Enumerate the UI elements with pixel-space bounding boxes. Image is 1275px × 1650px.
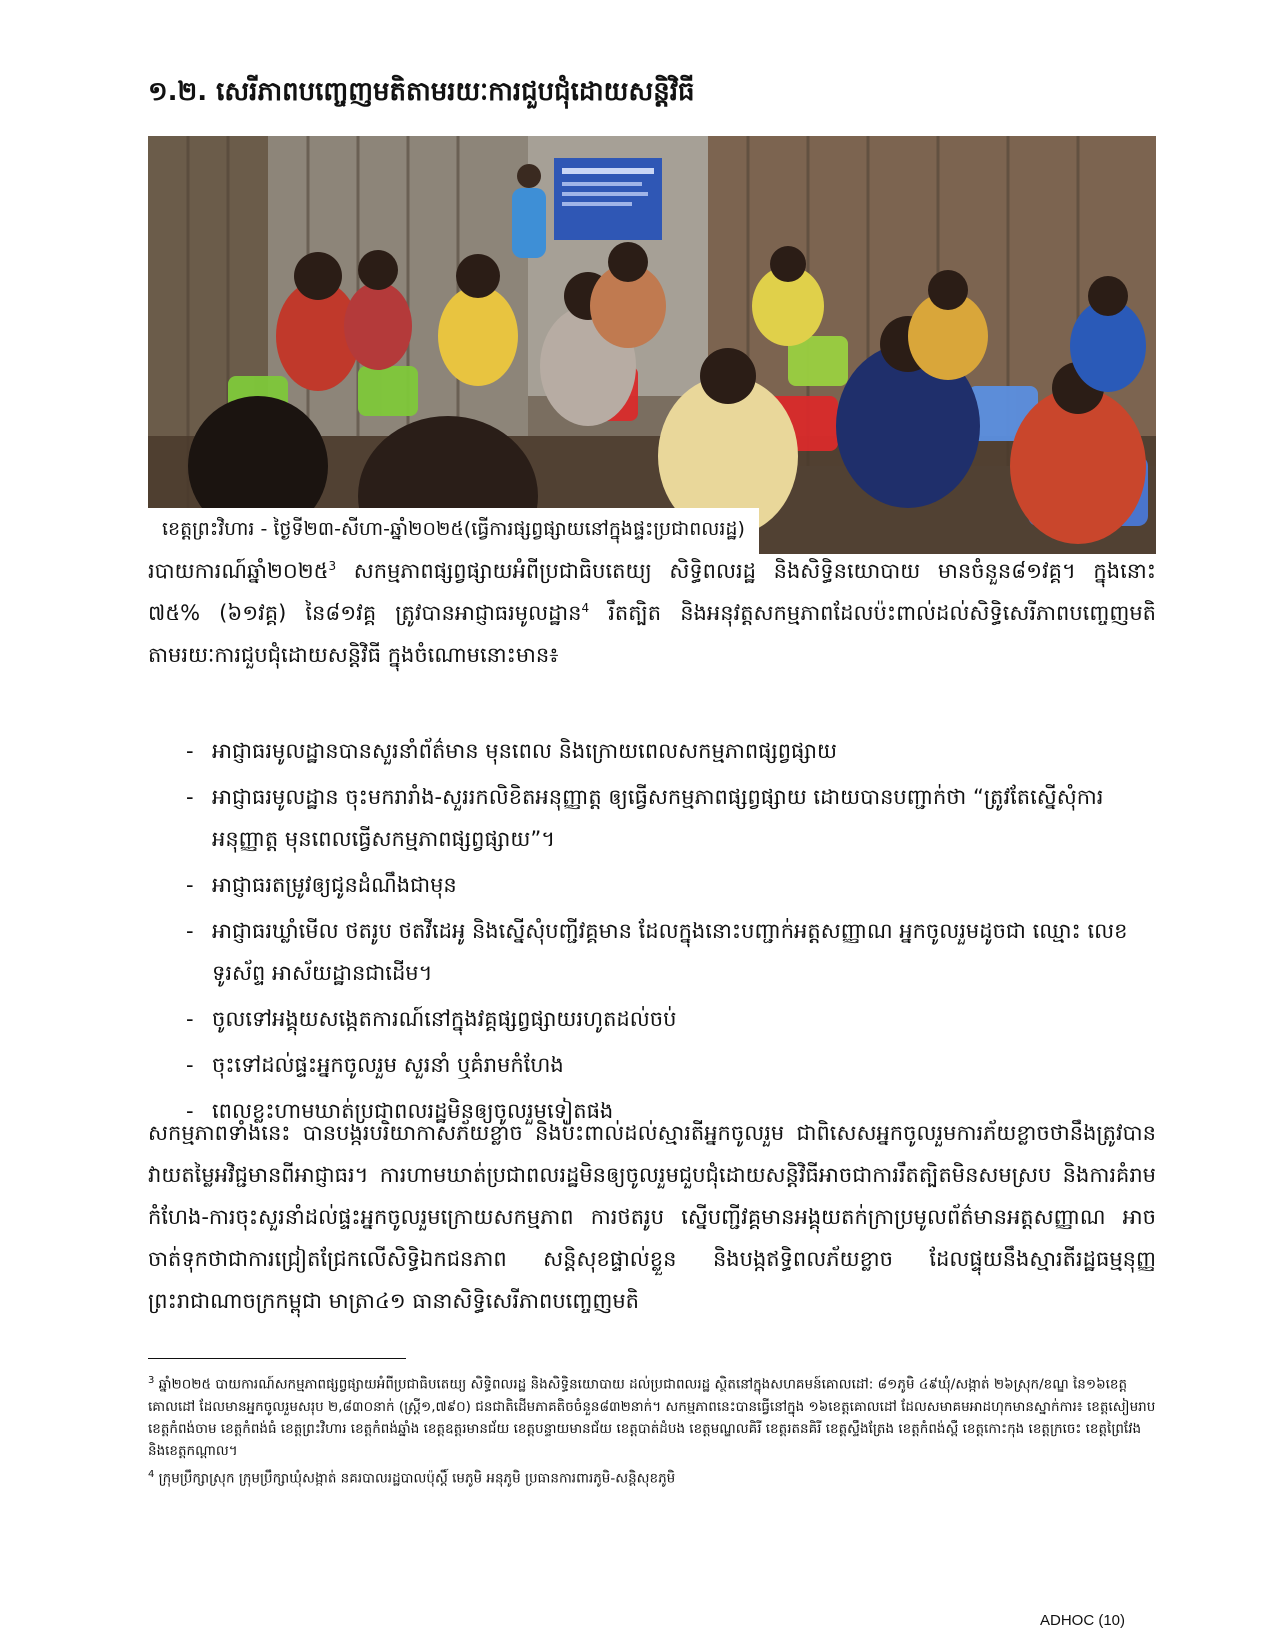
footnote-ref-3[interactable]: 3 bbox=[328, 559, 337, 573]
photo-caption: ខេត្តព្រះវិហារ - ថ្ងៃទី២៣-សីហា-ឆ្នាំ២០២៥(ធ្វើការផ្សព្វផ្សាយនៅក្នុងផ្ទះប្រជាពលរដ្ឋ) bbox=[148, 508, 759, 554]
meeting-photo bbox=[148, 136, 1156, 554]
list-item-text: ពេលខ្លះហាមឃាត់ប្រជាពលរដ្ឋមិនឲ្យចូលរួមទៀតផង bbox=[212, 1099, 614, 1123]
intro-paragraph bbox=[148, 550, 1156, 676]
list-item: - អាជ្ញាធរមូលដ្ឋាន ចុះមករារាំង-សួររកលិខិតអនុញ្ញាត្ត ឲ្យធ្វើសកម្មភាពផ្សព្វផ្សាយ ដោយបានបញ្ជាក់ថា “ត្រូវតែស្នើសុំការអនុញ្ញាត្ត មុនពេលធ្វើសកម្មភាពផ្សព្វផ្សាយ”។ bbox=[186, 785, 1104, 851]
restriction-list bbox=[148, 730, 1156, 1136]
footnote-3 bbox=[148, 1370, 1156, 1462]
footnote-4 bbox=[148, 1464, 1156, 1490]
intro-text-start: របាយការណ៍ឆ្នាំ២០២៥ bbox=[148, 559, 329, 583]
footnotes bbox=[148, 1370, 1156, 1491]
list-item-text: អាជ្ញាធរតម្រូវឲ្យជូនដំណឹងជាមុន bbox=[212, 873, 457, 897]
footnote-divider bbox=[148, 1358, 406, 1359]
footnote-number: 3 bbox=[148, 1375, 155, 1386]
page-number: ADHOC (10) bbox=[1040, 1612, 1126, 1629]
intro-text-end: រឹតត្បិត និងអនុវត្តសកម្មភាពដែលប៉ះពាល់ដល់សិទ្ធិសេរីភាពបញ្ចេញមតិតាមរយៈការជួបជុំដោយសន្តិវិធី ក្នុងចំណោមនោះមាន៖ bbox=[148, 601, 1157, 667]
footnote-text: ឆ្នាំ២០២៥ បាយការណ៍សកម្មភាពផ្សព្វផ្សាយអំពីប្រជាធិបតេយ្យ សិទ្ធិពលរដ្ឋ និងសិទ្ធិនយោបាយ ដល់ប្រជាពលរដ្ឋ ស្ថិតនៅក្នុងសហគមន៍គោលដៅ: ៨១ភូមិ ៤៩ឃុំ/សង្កាត់ ២៦ស្រុក/ខណ្ឌ នៃ១៦ខេត្តគោលដៅ ដែលមានអ្នកចូលរួមសរុប ២,៨៣០នាក់ (ស្ត្រី១,៧៩០) ជនជាតិដើមភាគតិចចំនួន៨៣២នាក់។ សកម្មភាពនេះបានធ្វើនៅក្នុង ១៦ខេត្តគោលដៅ ដែលសមាគមអាដហុកមានស្នាក់ការ៖ ខេត្តសៀមរាប ខេត្តកំពង់ចាម ខេត្តកំពង់ធំ ខេត្តព្រះវិហារ ខេត្តកំពង់ឆ្នាំង ខេត្តឧត្តរមានជ័យ ខេត្តបន្ទាយមានជ័យ ខេត្តបាត់ដំបង ខេត្តមណ្ឌលគិរី ខេត្តរតនគិរី ខេត្តស្ទឹងត្រែង ខេត្តកំពង់ស្ពឺ ខេត្តកោះកុង ខេត្តក្រចេះ ខេត្តព្រៃវែង និងខេត្តកណ្ដាល។ bbox=[148, 1376, 1156, 1459]
list-item: - ចូលទៅអង្គុយសង្កេតការណ៍នៅក្នុងវគ្គផ្សព្វផ្សាយរហូតដល់ចប់ bbox=[186, 1007, 677, 1031]
footnote-number: 4 bbox=[148, 1468, 155, 1480]
list-item-text: អាជ្ញាធរឃ្លាំមើល ថតរូប ថតវីដេអូ និងស្នើសុំបញ្ជីវគ្គមាន ដែលក្នុងនោះបញ្ជាក់អត្តសញ្ញាណ អ្នកចូលរួមដូចជា ឈ្មោះ លេខទូរស័ព្ទ អាស័យដ្ឋានជាដើម។ bbox=[212, 919, 1128, 985]
list-item: - អាជ្ញាធរឃ្លាំមើល ថតរូប ថតវីដេអូ និងស្នើសុំបញ្ជីវគ្គមាន ដែលក្នុងនោះបញ្ជាក់អត្តសញ្ញាណ អ្នកចូលរួមដូចជា ឈ្មោះ លេខទូរស័ព្ទ អាស័យដ្ឋានជាដើម។ bbox=[186, 919, 1128, 985]
page-heading: ១.២. សេរីភាពបញ្ចេញមតិតាមរយៈការជួបជុំដោយសន្តិវិធី bbox=[148, 77, 695, 107]
footnote-text: ក្រុមប្រឹក្សាស្រុក ក្រុមប្រឹក្សាឃុំសង្កាត់ នគរបាលរដ្ឋបាលប៉ុស្តិ៍ មេភូមិ អនុភូមិ ប្រធានការពារភូមិ-សន្តិសុខភូមិ bbox=[154, 1470, 676, 1486]
list-item-text: ចុះទៅដល់ផ្ទះអ្នកចូលរួម សួរនាំ ឬគំរាមកំហែង bbox=[212, 1053, 564, 1077]
list-item-text: ចូលទៅអង្គុយសង្កេតការណ៍នៅក្នុងវគ្គផ្សព្វផ្សាយរហូតដល់ចប់ bbox=[212, 1007, 677, 1031]
list-item: - ចុះទៅដល់ផ្ទះអ្នកចូលរួម សួរនាំ ឬគំរាមកំហែង bbox=[186, 1053, 564, 1077]
conclusion-paragraph: សកម្មភាពទាំងនេះ បានបង្ករបរិយាកាសភ័យខ្លាច និងប៉ះពាល់ដល់ស្មារតីអ្នកចូលរួម ជាពិសេសអ្នកចូលរួមការភ័យខ្លាចថានឹងត្រូវបានវាយតម្លៃអវិជ្ជមានពីអាជ្ញាធរ។ ការហាមឃាត់ប្រជាពលរដ្ឋមិនឲ្យចូលរួមជួបជុំដោយសន្តិវិធីអាចជាការរឹតត្បិតមិនសមស្រប និងការគំរាមកំហែង-ការចុះសួរនាំដល់ផ្ទះអ្នកចូលរួមក្រោយសកម្មភាព ការថតរូប ស្នើបញ្ជីវគ្គមានអង្គុយតក់ក្រាប្រមូលព័ត៌មានអត្តសញ្ញាណ អាចចាត់ទុកថាជាការជ្រៀតជ្រែកលើសិទ្ធិឯកជនភាព សន្តិសុខផ្ទាល់ខ្លួន និងបង្កឥទ្ធិពលភ័យខ្លាច ដែលផ្ទុយនឹងស្មារតីរដ្ឋធម្មនុញ្ញព្រះរាជាណាចក្រកម្ពុជា មាត្រា៤១ ធានាសិទ្ធិសេរីភាពបញ្ចេញមតិ bbox=[148, 1121, 1156, 1313]
meeting-photo-illustration bbox=[148, 136, 1156, 554]
intro-text-middle: សកម្មភាពផ្សព្វផ្សាយអំពីប្រជាធិបតេយ្យ សិទ្ធិពលរដ្ឋ និងសិទ្ធិនយោបាយ មានចំនួន៨១វគ្គ។ ក្នុងនោះ ៧៥% (៦១វគ្គ) នៃ៨១វគ្គ ត្រូវបានអាជ្ញាធរមូលដ្ឋាន bbox=[148, 559, 1156, 625]
list-item: - ពេលខ្លះហាមឃាត់ប្រជាពលរដ្ឋមិនឲ្យចូលរួមទៀតផង bbox=[186, 1099, 614, 1123]
list-item: - អាជ្ញាធរតម្រូវឲ្យជូនដំណឹងជាមុន bbox=[186, 873, 457, 897]
list-item: - អាជ្ញាធរមូលដ្ឋានបានសួរនាំព័ត៌មាន មុនពេល និងក្រោយពេលសកម្មភាពផ្សព្វផ្សាយ bbox=[186, 739, 837, 763]
list-item-text: អាជ្ញាធរមូលដ្ឋានបានសួរនាំព័ត៌មាន មុនពេល និងក្រោយពេលសកម្មភាពផ្សព្វផ្សាយ bbox=[212, 739, 837, 763]
footnote-ref-4[interactable]: 4 bbox=[581, 601, 590, 615]
list-item-text: អាជ្ញាធរមូលដ្ឋាន ចុះមករារាំង-សួររកលិខិតអនុញ្ញាត្ត ឲ្យធ្វើសកម្មភាពផ្សព្វផ្សាយ ដោយបានបញ្ជាក់ថា “ត្រូវតែស្នើសុំការអនុញ្ញាត្ត មុនពេលធ្វើសកម្មភាពផ្សព្វផ្សាយ”។ bbox=[212, 785, 1104, 851]
